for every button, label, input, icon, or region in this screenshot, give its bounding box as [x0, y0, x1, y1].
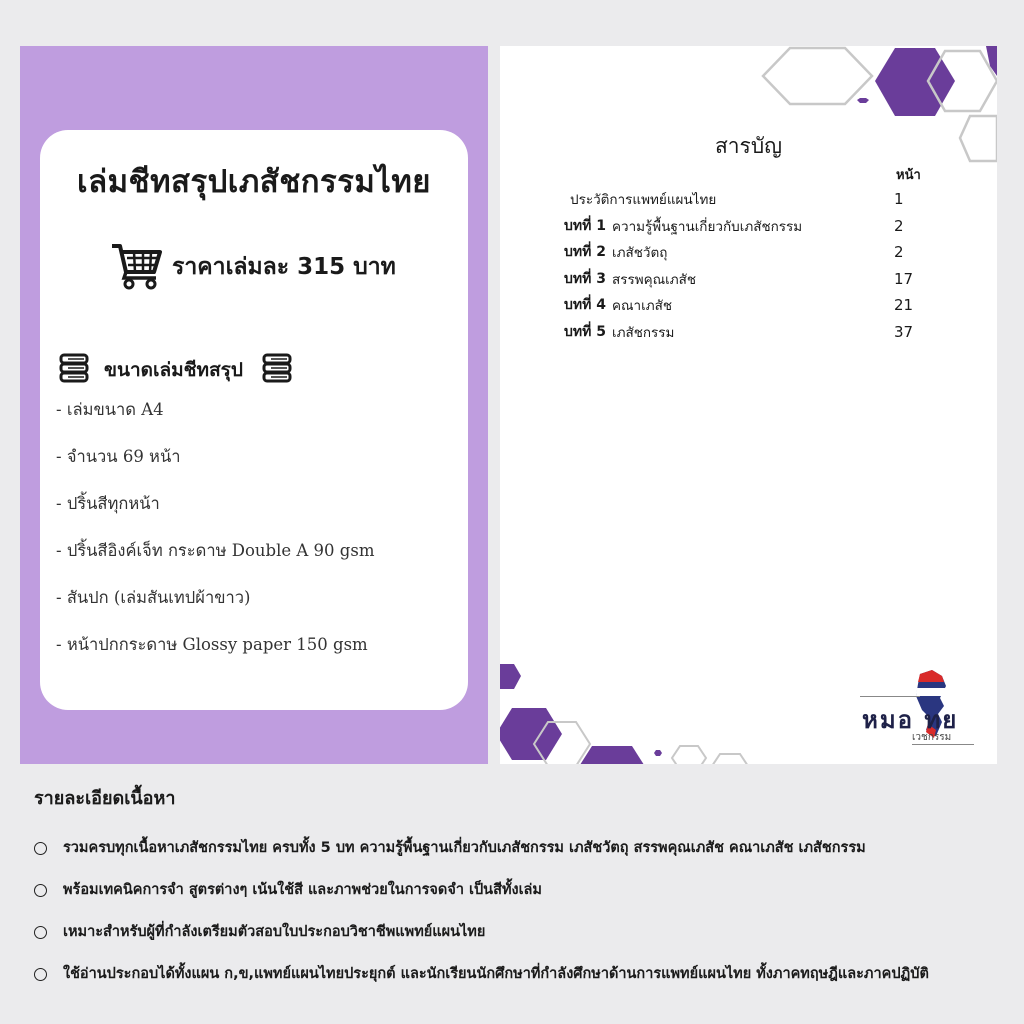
toc-chapter: บทที่ 5	[564, 323, 606, 340]
toc-chapter: บทที่ 4	[564, 297, 606, 314]
list-item	[34, 826, 929, 868]
toc-name: คณาเภสัช	[611, 298, 673, 315]
spec-item: - เล่มขนาด A4	[56, 400, 164, 419]
toc-row	[564, 239, 924, 266]
table-of-contents-page	[500, 46, 997, 764]
toc-name: ความรู้พื้นฐานเกี่ยวกับเภสัชกรรม	[611, 218, 803, 235]
toc-name: เภสัชกรรม	[611, 324, 675, 341]
spec-item: - จำนวน 69 หน้า	[56, 447, 181, 466]
bullet-circle-icon	[34, 926, 47, 939]
brand-logo-subtitle: เวชกรรม	[912, 732, 952, 743]
toc-page-header: หน้า	[896, 168, 921, 183]
toc-chapter: บทที่ 1	[564, 217, 606, 234]
shopping-cart-icon	[110, 240, 162, 294]
price-row	[110, 240, 396, 294]
toc-row	[564, 319, 924, 346]
product-cover-panel	[20, 46, 488, 764]
toc-list	[564, 186, 924, 345]
brand-logo: หมอ ทย	[862, 706, 959, 734]
list-item	[34, 952, 929, 994]
bullet-circle-icon	[34, 968, 47, 981]
toc-page: 37	[894, 322, 914, 341]
list-item-text: ใช้อ่านประกอบได้ทั้งแผน ก,ข,แพทย์แผนไทยประยุกต์ และนักเรียนนักศึกษาที่กำลังศึกษาด้านการแพทย์แผนไทย ทั้งภาคทฤษฎีและภาคปฏิบัติ	[63, 965, 929, 982]
toc-title: สารบัญ	[714, 134, 783, 158]
toc-row	[564, 266, 924, 293]
details-list	[34, 826, 929, 994]
toc-chapter: บทที่ 2	[564, 244, 606, 261]
size-heading-row	[58, 352, 293, 388]
toc-chapter: บทที่ 3	[564, 270, 606, 287]
details-heading: รายละเอียดเนื้อหา	[34, 788, 176, 809]
bullet-circle-icon	[34, 842, 47, 855]
size-heading: ขนาดเล่มชีทสรุป	[104, 359, 243, 381]
list-item	[34, 910, 929, 952]
price-label: ราคาเล่มละ 315 บาท	[172, 254, 396, 280]
toc-page: 1	[894, 190, 904, 209]
list-item	[34, 868, 929, 910]
toc-page: 21	[894, 296, 914, 315]
toc-row	[564, 186, 924, 213]
list-item-text: พร้อมเทคนิคการจำ สูตรต่างๆ เน้นใช้สี และภาพช่วยในการจดจำ เป็นสีทั้งเล่ม	[63, 881, 542, 898]
books-icon	[58, 352, 90, 388]
list-item-text: รวมครบทุกเนื้อหาเภสัชกรรมไทย ครบทั้ง 5 บท ความรู้พื้นฐานเกี่ยวกับเภสัชกรรม เภสัชวัตถุ สรรพคุณเภสัช คณาเภสัช เภสัชกรรม	[63, 839, 866, 856]
spec-item: - สันปก (เล่มสันเทปผ้าขาว)	[56, 588, 251, 607]
spec-item: - ปริ้นสีอิงค์เจ็ท กระดาษ Double A 90 gsm	[56, 541, 375, 560]
toc-row	[564, 213, 924, 240]
toc-name: เภสัชวัตถุ	[611, 245, 668, 262]
logo-divider	[860, 696, 920, 697]
toc-page: 2	[894, 216, 904, 235]
toc-row	[564, 292, 924, 319]
spec-item: - หน้าปกกระดาษ Glossy paper 150 gsm	[56, 635, 368, 654]
spec-item: - ปริ้นสีทุกหน้า	[56, 494, 160, 513]
books-icon	[261, 352, 293, 388]
bullet-circle-icon	[34, 884, 47, 897]
product-info-card	[40, 130, 468, 710]
toc-page: 2	[894, 243, 904, 262]
list-item-text: เหมาะสำหรับผู้ที่กำลังเตรียมตัวสอบใบประกอบวิชาชีพแพทย์แผนไทย	[63, 923, 486, 940]
toc-name: ประวัติการแพทย์แผนไทย	[570, 192, 717, 209]
product-title: เล่มชีทสรุปเภสัชกรรมไทย	[77, 164, 431, 200]
spec-list	[56, 400, 374, 682]
toc-name: สรรพคุณเภสัช	[611, 271, 697, 288]
toc-page: 17	[894, 269, 914, 288]
